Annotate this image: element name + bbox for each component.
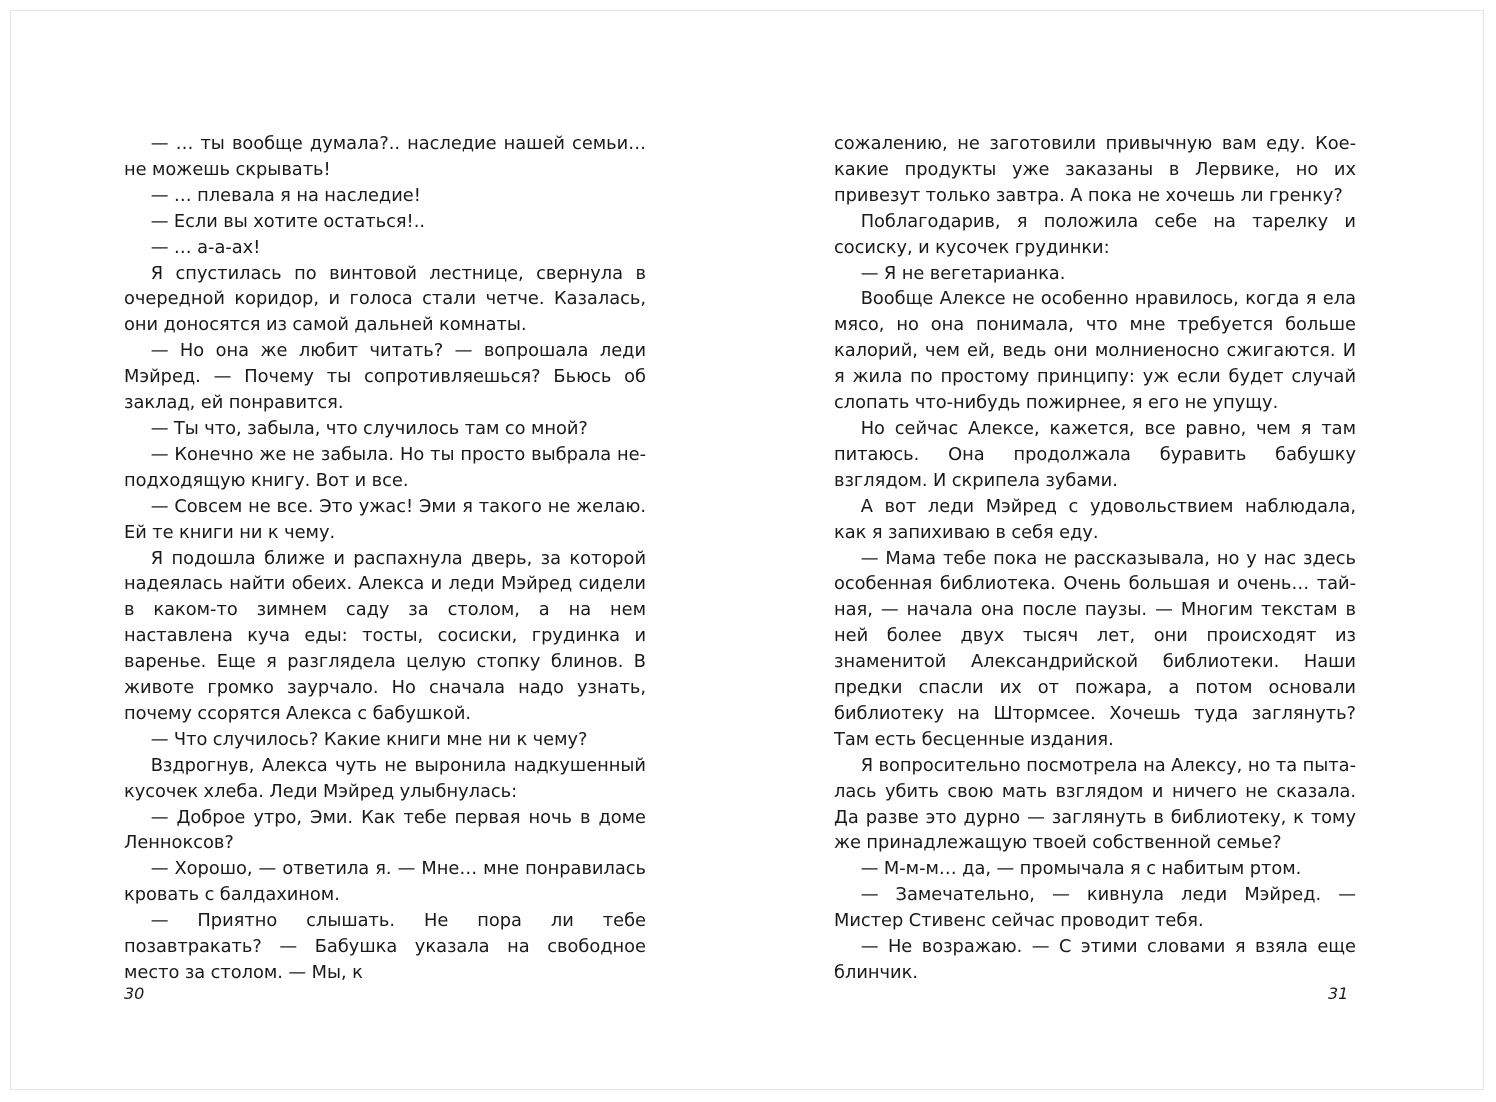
paragraph: Я подошла ближе и распахнула дверь, за которой надеялась найти обеих. Алекса и леди Мэйред сидели в каком-то зимнем саду за столом, а на нем наставлена куча еды: тосты, сосиски, грудинка и варенье. Еще я разглядела целую стопку блинов. В животе громко заурчало. Но сначала надо узнать, почему ссорятся Алекса с бабушкой. (124, 547, 646, 724)
paragraph: — Приятно слышать. Не пора ли тебе позавтракать? — Бабушка указала на свободное место за столом. — Мы, к (124, 910, 646, 983)
paragraph: — М-м-м… да, — промычала я с набитым ртом. (860, 858, 1302, 880)
paragraph: — Мама тебе пока не рассказывала, но у нас здесь особенная библиотека. Очень большая и очень… тайная, — начала она после паузы. — Многим текстам в ней более двух тысяч лет, они происходят из знаменитой Александрийской библиотеки. Наши предки спасли их от пожара, а потом основали библиотеку на Штормсее. Хочешь туда заглянуть? Там есть бесценные издания. (834, 547, 1356, 750)
paragraph: — Ты что, забыла, что случилось там со мной? (150, 417, 588, 439)
paragraph: — … ты вообще думала?.. наследие нашей семьи… не можешь скрывать! (124, 133, 646, 180)
paragraph: Я вопросительно посмотрела на Алексу, но та пыталась убить свою мать взглядом и ничего не сказала. Да разве это дурно — заглянуть в библиотеку, к тому же принадлежащую твоей собственной семье? (834, 754, 1356, 854)
paragraph: — Конечно же не забыла. Но ты просто выбрала неподходящую книгу. Вот и все. (124, 443, 646, 491)
paragraph: — Что случилось? Какие книги мне ни к чему? (150, 728, 588, 750)
page-number-left: 30 (124, 984, 145, 1003)
left-page (124, 131, 646, 986)
paragraph: — Не возражаю. — С этими словами я взяла еще блинчик. (834, 936, 1356, 983)
paragraph: — Замечательно, — кивнула леди Мэйред. — Мистер Стивенс сейчас проводит тебя. (834, 884, 1356, 932)
paragraph: — Хорошо, — ответила я. — Мне… мне понравилась кровать с балдахином. (124, 858, 646, 906)
paragraph: Вообще Алексе не особенно нравилось, когда я ела мясо, но она понимала, что мне требуется больше калорий, чем ей, ведь они молниеносно сжигаются. И я жила по простому принципу: уж если будет случай слопать что-нибудь пожирнее, я его не упущу. (834, 288, 1356, 414)
paragraph: — Доброе утро, Эми. Как тебе первая ночь в доме Ленноксов? (124, 806, 646, 854)
paragraph: Поблагодарив, я положила себе на тарелку и сосиску, и кусочек грудинки: (834, 210, 1356, 258)
right-page (834, 131, 1356, 986)
paragraph: — Если вы хотите остаться!.. (150, 210, 425, 232)
paragraph: — Но она же любит читать? — вопрошала леди Мэйред. — Почему ты сопротивляешься? Бьюсь об заклад, ей понравится. (124, 340, 646, 414)
paragraph-continued: сожалению, не заготовили привычную вам еду. Кое-какие продукты уже заказаны в Лервике, но их привезут только завтра. А пока не хочешь ли гренку? (834, 133, 1356, 206)
paragraph: Но сейчас Алексе, кажется, все равно, чем я там питаюсь. Она продолжала буравить бабушку взглядом. И скрипела зубами. (834, 417, 1356, 491)
paragraph: — … а-а-ах! (150, 236, 261, 258)
paragraph: — Совсем не все. Это ужас! Эми я такого не желаю. Ей те книги ни к чему. (124, 495, 646, 543)
paragraph: — … плевала я на наследие! (150, 184, 421, 206)
paragraph: Вздрогнув, Алекса чуть не выронила надкушенный кусочек хлеба. Леди Мэйред улыбнулась: (124, 754, 646, 802)
paragraph: А вот леди Мэйред с удовольствием наблюдала, как я запихиваю в себя еду. (834, 495, 1356, 543)
page-number-right: 31 (1328, 984, 1349, 1003)
paragraph: Я спустилась по винтовой лестнице, свернула в очередной коридор, и голоса стали четче. Казалась, они доносятся из самой дальней комнаты. (124, 262, 646, 336)
paragraph: — Я не вегетарианка. (860, 262, 1066, 284)
